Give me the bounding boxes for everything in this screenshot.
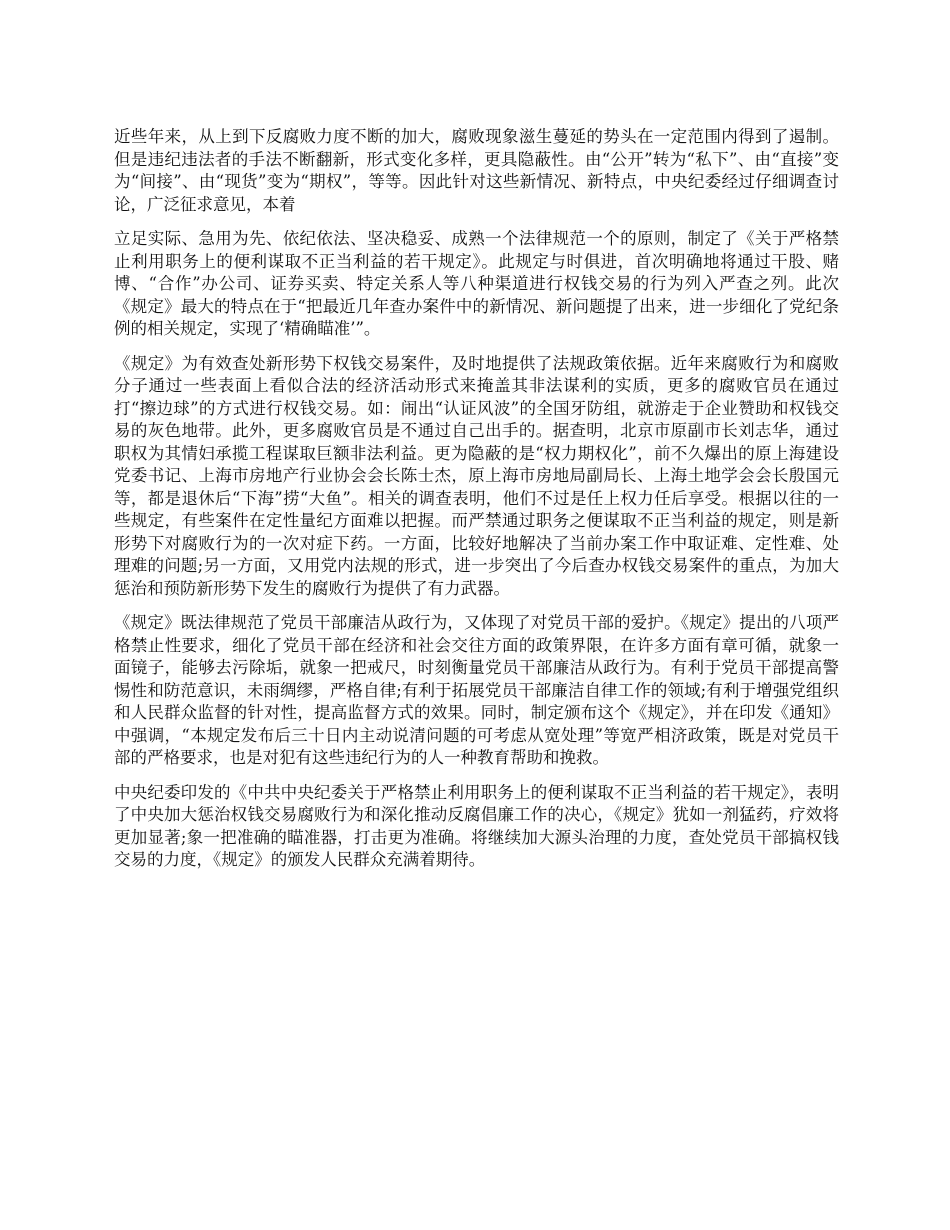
paragraph-4: 《规定》既法律规范了党员干部廉洁从政行为，又体现了对党员干部的爱护。《规定》提出的八项严格禁止性要求，细化了党员干部在经济和社会交往方面的政策界限，在许多方面有章可循，就象一面镜子，能够去污除垢，就象一把戒尺，时刻衡量党员干部廉洁从政行为。有利于党员干部提高警惕性和防范意识，未雨绸缪，严格自律;有利于拓展党员干部廉洁自律工作的领域;有利于增强党组织和人民群众监督的针对性，提高监督方式的效果。同时，制定颁布这个《规定》，并在印发《通知》中强调，“本规定发布后三十日内主动说清问题的可考虑从宽处理”等宽严相济政策，既是对党员干部的严格要求，也是对犯有这些违纪行为的人一种教育帮助和挽救。 (114, 613, 839, 767)
document-body (114, 126, 839, 884)
paragraph-5: 中央纪委印发的《中共中央纪委关于严格禁止利用职务上的便利谋取不正当利益的若干规定》，表明了中央加大惩治权钱交易腐败行为和深化推动反腐倡廉工作的决心，《规定》犹如一剂猛药，疗效将更加显著;象一把准确的瞄准器，打击更为准确。将继续加大源头治理的力度，查处党员干部搞权钱交易的力度，《规定》的颁发人民群众充满着期待。 (114, 782, 839, 869)
paragraph-2: 立足实际、急用为先、依纪依法、坚决稳妥、成熟一个法律规范一个的原则，制定了《关于严格禁止利用职务上的便利谋取不正当利益的若干规定》。此规定与时俱进，首次明确地将通过干股、赌博、“合作”办公司、证券买卖、特定关系人等八种渠道进行权钱交易的行为列入严查之列。此次《规定》最大的特点在于“把最近几年查办案件中的新情况、新问题提了出来，进一步细化了党纪条例的相关规定，实现了‘精确瞄准’”。 (114, 229, 839, 338)
paragraph-3: 《规定》为有效查处新形势下权钱交易案件，及时地提供了法规政策依据。近年来腐败行为和腐败分子通过一些表面上看似合法的经济活动形式来掩盖其非法谋利的实质，更多的腐败官员在通过打“擦边球”的方式进行权钱交易。如：闹出“认证风波”的全国牙防组，就游走于企业赞助和权钱交易的灰色地带。此外，更多腐败官员是不通过自己出手的。据查明，北京市原副市长刘志华，通过职权为其情妇承揽工程谋取巨额非法利益。更为隐蔽的是“权力期权化”，前不久爆出的原上海建设党委书记、上海市房地产行业协会会长陈士杰，原上海市房地局副局长、上海土地学会会长殷国元等，都是退休后“下海”捞“大鱼”。相关的调查表明，他们不过是任上权力任后享受。根据以往的一些规定，有些案件在定性量纪方面难以把握。而严禁通过职务之便谋取不正当利益的规定，则是新形势下对腐败行为的一次对症下药。一方面，比较好地解决了当前办案工作中取证难、定性难、处理难的问题;另一方面，又用党内法规的形式，进一步突出了今后查办权钱交易案件的重点，为加大惩治和预防新形势下发生的腐败行为提供了有力武器。 (114, 353, 839, 598)
paragraph-1: 近些年来，从上到下反腐败力度不断的加大，腐败现象滋生蔓延的势头在一定范围内得到了遏制。但是违纪违法者的手法不断翻新，形式变化多样，更具隐蔽性。由“公开”转为“私下”、由“直接”变为“间接”、由“现货”变为“期权”，等等。因此针对这些新情况、新特点，中央纪委经过仔细调查讨论，广泛征求意见，本着 (114, 127, 839, 214)
